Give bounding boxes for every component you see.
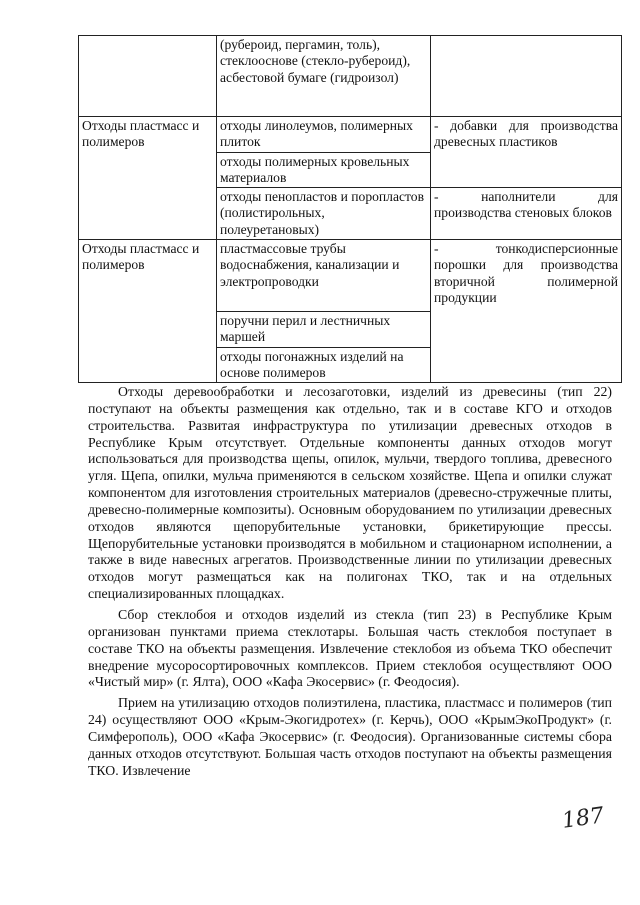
- waste-type-cell: пластмассовые трубы водоснабжения, канализации и электропроводки: [217, 240, 431, 312]
- waste-type-cell: поручни перил и лестничных маршей: [217, 312, 431, 348]
- paragraph-glass-waste: Сбор стеклобоя и отходов изделий из стекла (тип 23) в Республике Крым организован пунктами приема стеклотары. Большая часть стеклобоя поступает в составе ТКО на объекты размещения. Извлечение стеклобоя из объема ТКО обеспечит внедрение мусоросортировочных комплексов. Прием стеклобоя осуществляют ООО «Чистый мир» (г. Ялта), ООО «Кафа Экосервис» (г. Феодосия).: [88, 606, 612, 690]
- usage-cell: - добавки для производства древесных пластиков: [431, 117, 622, 188]
- table-cell: [431, 36, 622, 117]
- waste-type-cell: отходы полимерных кровельных материалов: [217, 152, 431, 188]
- usage-cell: - тонкодисперсионные порошки для производства вторичной полимерной продукции: [431, 240, 622, 383]
- body-text: [88, 384, 612, 779]
- waste-category-cell: Отходы пластмасс и полимеров: [79, 117, 217, 240]
- waste-type-cell: отходы погонажных изделий на основе полимеров: [217, 347, 431, 383]
- paragraph-wood-waste: Отходы деревообработки и лесозаготовки, изделий из древесины (тип 22) поступают на объекты размещения как отдельно, так и в составе КГО и отходов строительства. Развитая инфраструктура по утилизации древесных отходов в Республике Крым отсутствует. Отдельные компоненты данных отходов могут использоваться для производства щепы, опилок, мульчи, твердого топлива, древесного угля. Щепа, опилки, мульча применяются в сельском хозяйстве. Щепа и опилки служат компонентом для изготовления строительных материалов (древесно-стружечные плиты, древесно-полимерные композиты). Основным оборудованием по утилизации древесных отходов являются щепорубительные установки, брикетирующие прессы. Щепорубительные установки производятся в мобильном и стационарном исполнении, а также в виде навесных агрегатов. Производственные линии по утилизации древесных отходов могут размещаться как на полигонах ТКО, так и на отдельных специализированных площадках.: [88, 384, 612, 602]
- waste-type-cell: отходы линолеумов, полимерных плиток: [217, 117, 431, 153]
- waste-type-cell: отходы пенопластов и поропластов (полистирольных, полеуретановых): [217, 188, 431, 240]
- waste-category-cell: Отходы пластмасс и полимеров: [79, 240, 217, 383]
- waste-table: [78, 35, 622, 383]
- table-row: [79, 117, 622, 153]
- table-cell: (рубероид, пергамин, толь), стеклоосновe (стекло-рубероид), асбестовой бумаге (гидроизол): [217, 36, 431, 117]
- table-row: [79, 240, 622, 312]
- handwritten-page-number: 187: [560, 803, 606, 834]
- table-row: [79, 36, 622, 117]
- table-cell: [79, 36, 217, 117]
- usage-cell: - наполнители для производства стеновых блоков: [431, 188, 622, 240]
- paragraph-plastic-waste: Прием на утилизацию отходов полиэтилена, пластика, пластмасс и полимеров (тип 24) осуществляют ООО «Крым-Экогидротех» (г. Керчь), ООО «КрымЭкоПродукт» (г. Симферополь), ООО «Кафа Экосервис» (г. Феодосия). Организованные системы сбора данных отходов отсутствуют. Большая часть отходов поступают на объекты размещения ТКО. Извлечение: [88, 695, 612, 778]
